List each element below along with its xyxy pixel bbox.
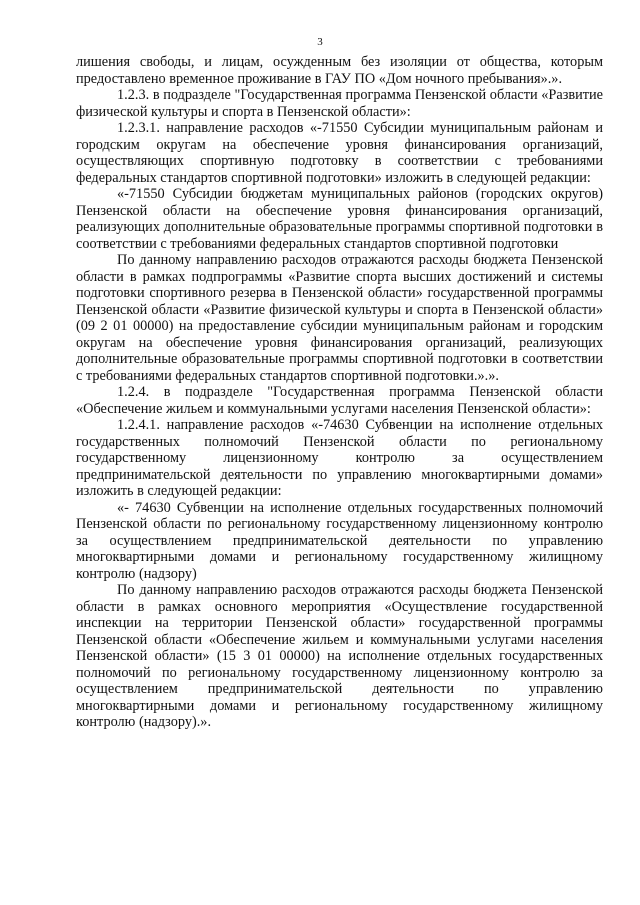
- paragraph-section-1-2-4: 1.2.4. в подразделе "Государственная программа Пензенской области «Обеспечение жильем и коммунальными услугами населения Пензенской области»:: [76, 384, 603, 417]
- paragraph-expenses-74630: По данному направлению расходов отражаются расходы бюджета Пензенской области в рамках основного мероприятия «Осуществление государственной инспекции на территории Пензенской области» государственной программы Пензенской области «Обеспечение жильем и коммунальными услугами населения Пензенской области» (15 3 01 00000) на исполнение отдельных государственных полномочий по региональному государственному лицензионному контролю за осуществлением предпринимательской деятельности по управлению многоквартирными домами и региональному государственному жилищному контролю (надзору).».: [76, 582, 603, 730]
- paragraph-section-1-2-3: 1.2.3. в подразделе "Государственная программа Пензенской области «Развитие физической культуры и спорта в Пензенской области»:: [76, 87, 603, 120]
- paragraph-continuation: лишения свободы, и лицам, осужденным без изоляции от общества, которым предоставлено временное проживание в ГАУ ПО «Дом ночного пребывания».».: [76, 54, 603, 87]
- document-body: [76, 54, 603, 731]
- paragraph-expenses-71550: По данному направлению расходов отражаются расходы бюджета Пензенской области в рамках подпрограммы «Развитие спорта высших достижений и системы подготовки спортивного резерва в Пензенской области» государственной программы Пензенской области «Развитие физической культуры и спорта в Пензенской области» (09 2 01 00000) на предоставление субсидии муниципальным районам и городским округам на обеспечение уровня финансирования организаций, реализующих дополнительные образовательные программы спортивной подготовки в соответствии с требованиями федеральных стандартов спортивной подготовки.».».: [76, 252, 603, 384]
- paragraph-section-1-2-4-1: 1.2.4.1. направление расходов «-74630 Субвенции на исполнение отдельных государственных полномочий Пензенской области по региональному государственному лицензионному контролю за осуществлением предпринимательской деятельности по управлению многоквартирными домами» изложить в следующей редакции:: [76, 417, 603, 499]
- page-number: 3: [317, 36, 323, 48]
- paragraph-quote-74630: «- 74630 Субвенции на исполнение отдельных государственных полномочий Пензенской области по региональному государственному лицензионному контролю за осуществлением предпринимательской деятельности по управлению многоквартирными домами и региональному государственному жилищному контролю (надзору): [76, 499, 603, 582]
- paragraph-section-1-2-3-1: 1.2.3.1. направление расходов «-71550 Субсидии муниципальным районам и городским округам на обеспечение уровня финансирования организаций, осуществляющих спортивную подготовку в соответствии с требованиями федеральных стандартов спортивной подготовки» изложить в следующей редакции:: [76, 120, 603, 186]
- paragraph-quote-71550: «-71550 Субсидии бюджетам муниципальных районов (городских округов) Пензенской области на обеспечение уровня финансирования организаций, реализующих дополнительные образовательные программы спортивной подготовки в соответствии с требованиями федеральных стандартов спортивной подготовки: [76, 186, 603, 252]
